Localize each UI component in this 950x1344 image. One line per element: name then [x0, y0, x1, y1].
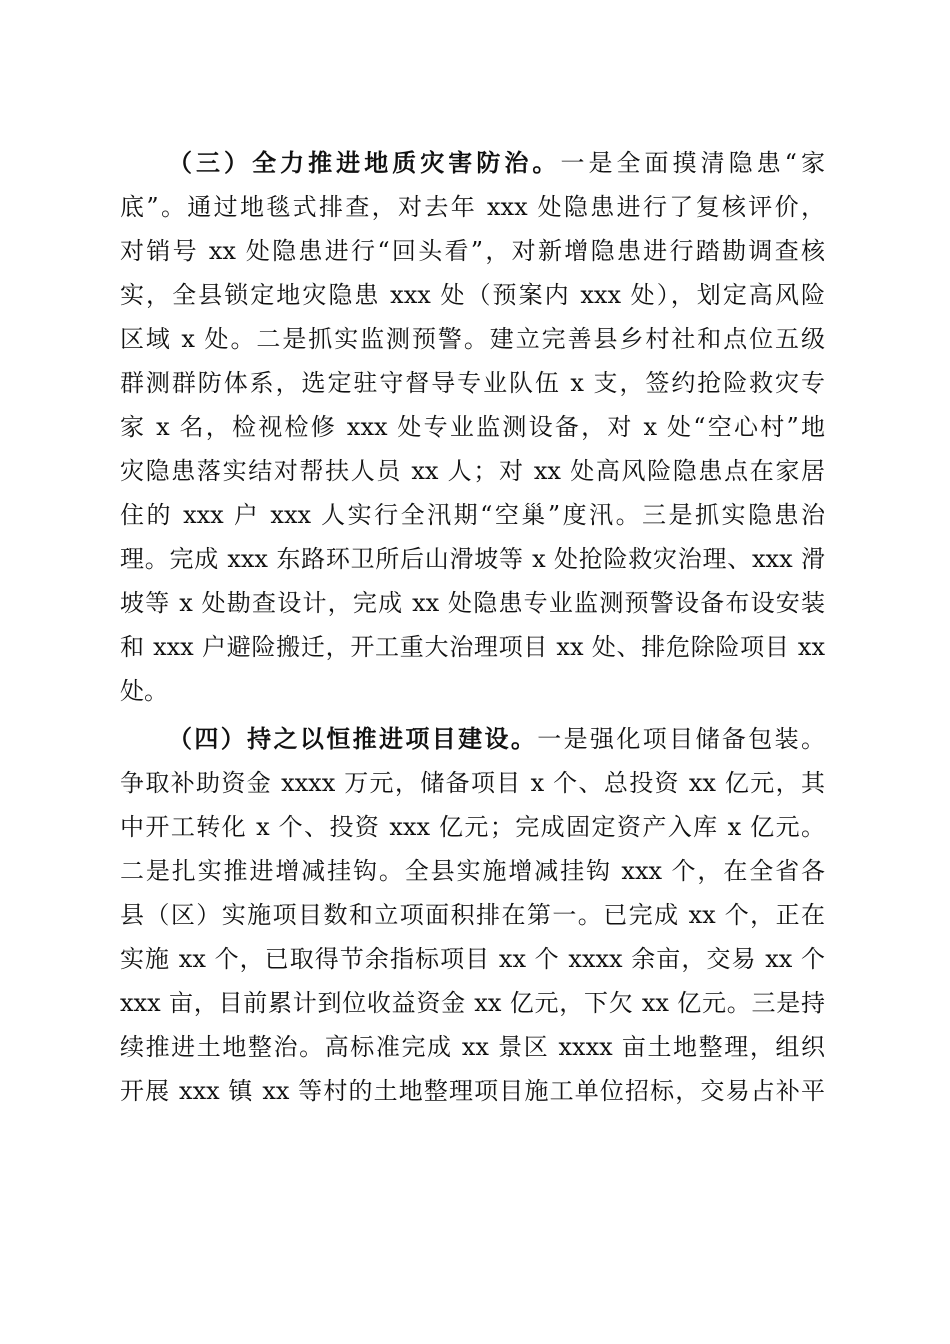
paragraph-3-line-10: 理。完成 xxx 东路环卫所后山滑坡等 x 处抢险救灾治理、xxx 滑 — [120, 545, 825, 573]
paragraph-3-line-5: 区域 x 处。二是抓实监测预警。建立完善县乡村社和点位五级 — [120, 325, 825, 353]
paragraph-3-line-9: 住的 xxx 户 xxx 人实行全汛期“空巢”度汛。三是抓实隐患治 — [120, 501, 825, 529]
paragraph-3-line-6: 群测群防体系，选定驻守督导专业队伍 x 支，签约抢险救灾专 — [120, 369, 825, 397]
paragraph-4-line-9: 开展 xxx 镇 xx 等村的土地整理项目施工单位招标，交易占补平 — [120, 1077, 825, 1105]
paragraph-4-heading: （四）持之以恒推进项目建设。 — [168, 724, 538, 753]
paragraph-3-line-4: 实，全县锁定地灾隐患 xxx 处（预案内 xxx 处），划定高风险 — [120, 281, 825, 309]
paragraph-3-line-1-text: 一是全面摸清隐患“家 — [560, 149, 825, 177]
paragraph-3-line-12: 和 xxx 户避险搬迁，开工重大治理项目 xx 处、排危除险项目 xx — [120, 633, 825, 661]
paragraph-4-line-6: 实施 xx 个，已取得节余指标项目 xx 个 xxxx 余亩，交易 xx 个 — [120, 945, 825, 973]
paragraph-4-line-2: 争取补助资金 xxxx 万元，储备项目 x 个、总投资 xx 亿元，其 — [120, 769, 825, 797]
paragraph-3-line-7: 家 x 名，检视检修 xxx 处专业监测设备，对 x 处“空心村”地 — [120, 413, 825, 441]
paragraph-3-heading: （三）全力推进地质灾害防治。 — [168, 148, 561, 177]
paragraph-4-line-5: 县（区）实施项目数和立项面积排在第一。已完成 xx 个，正在 — [120, 901, 825, 929]
paragraph-4-line-4: 二是扎实推进增减挂钩。全县实施增减挂钩 xxx 个，在全省各 — [120, 857, 825, 885]
paragraph-3-line-2: 底”。通过地毯式排查，对去年 xxx 处隐患进行了复核评价， — [120, 193, 825, 221]
paragraph-4-line-1 — [120, 717, 825, 761]
paragraph-4-line-3: 中开工转化 x 个、投资 xxx 亿元；完成固定资产入库 x 亿元。 — [120, 813, 825, 841]
paragraph-3-line-11: 坡等 x 处勘查设计，完成 xx 处隐患专业监测预警设备布设安装 — [120, 589, 825, 617]
document-body — [120, 141, 825, 1113]
paragraph-4-line-8: 续推进土地整治。高标准完成 xx 景区 xxxx 亩土地整理，组织 — [120, 1033, 825, 1061]
paragraph-4-line-7: xxx 亩，目前累计到位收益资金 xx 亿元，下欠 xx 亿元。三是持 — [120, 989, 825, 1017]
paragraph-4-line-1-text: 一是强化项目储备包装。 — [537, 725, 825, 753]
paragraph-3-line-13: 处。 — [120, 677, 168, 705]
paragraph-3-line-1 — [120, 141, 825, 185]
paragraph-3-line-3: 对销号 xx 处隐患进行“回头看”，对新增隐患进行踏勘调查核 — [120, 237, 825, 265]
paragraph-3-line-8: 灾隐患落实结对帮扶人员 xx 人；对 xx 处高风险隐患点在家居 — [120, 457, 825, 485]
